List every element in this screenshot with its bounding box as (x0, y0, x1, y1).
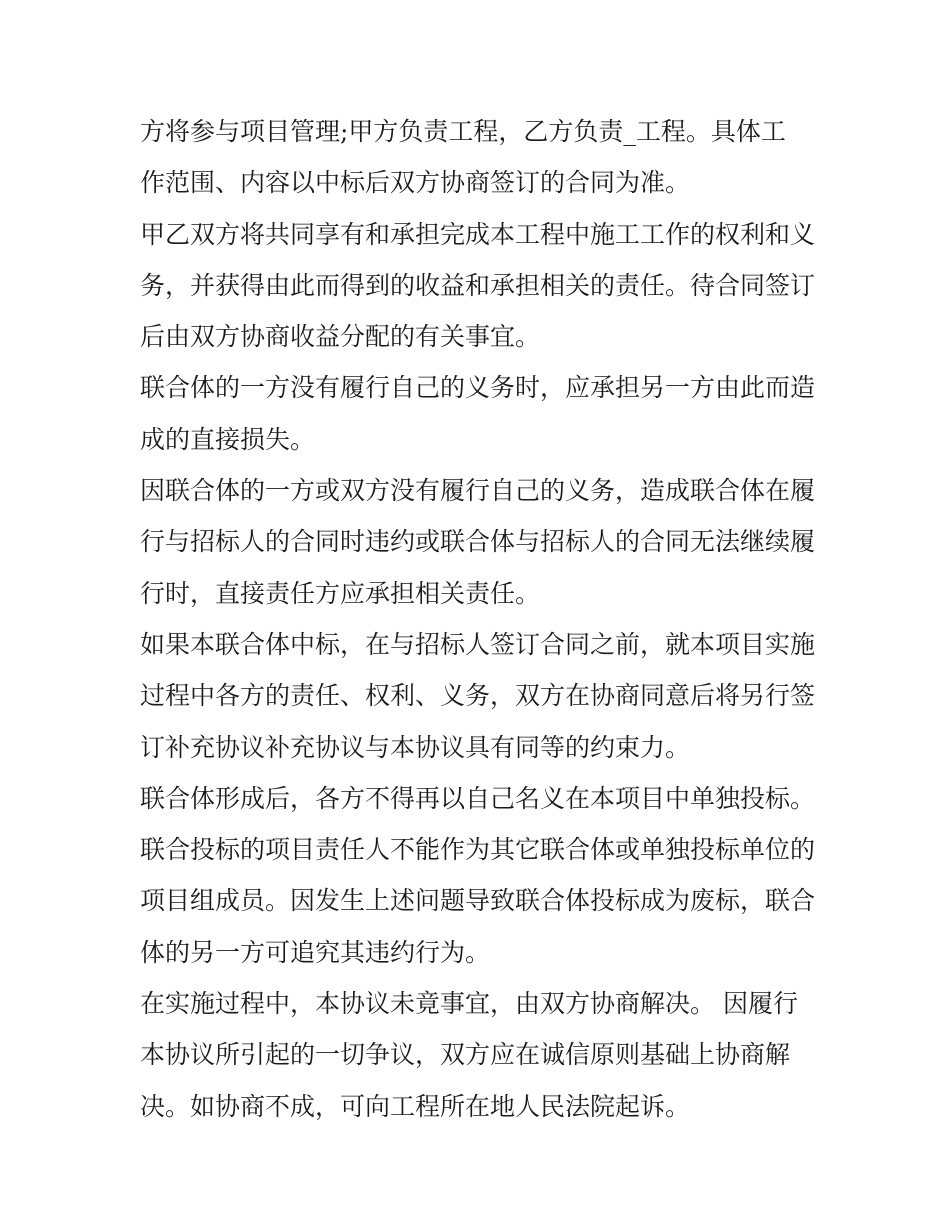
text-line: 体的另一方可追究其违约行为。 (140, 937, 491, 967)
document-body (140, 106, 820, 1132)
text-line: 订补充协议补充协议与本协议具有同等的约束力。 (140, 732, 691, 762)
text-line: 过程中各方的责任、权利、义务，双方在协商同意后将另行签 (140, 681, 816, 711)
text-line: 如果本联合体中标，在与招标人签订合同之前，就本项目实施 (140, 629, 816, 659)
text-line: 联合投标的项目责任人不能作为其它联合体或单独投标单位的 (140, 835, 816, 865)
text-line: 务，并获得由此而得到的收益和承担相关的责任。待合同签订 (140, 270, 816, 300)
text-line: 行时，直接责任方应承担相关责任。 (140, 578, 541, 608)
text-line: 联合体形成后，各方不得再以自己名义在本项目中单独投标。 (140, 783, 816, 813)
text-line: 后由双方协商收益分配的有关事宜。 (140, 322, 541, 352)
text-line: 决。如协商不成，可向工程所在地人民法院起诉。 (140, 1091, 691, 1121)
text-line: 因联合体的一方或双方没有履行自己的义务，造成联合体在履 (140, 476, 816, 506)
text-line: 甲乙双方将共同享有和承担完成本工程中施工工作的权利和义 (140, 219, 816, 249)
text-line: 联合体的一方没有履行自己的义务时，应承担另一方由此而造 (140, 373, 816, 403)
text-line: 成的直接损失。 (140, 424, 316, 454)
text-line: 行与招标人的合同时违约或联合体与招标人的合同无法继续履 (140, 527, 816, 557)
text-line: 方将参与项目管理;甲方负责工程，乙方负责_工程。具体工 (140, 117, 786, 146)
text-line: 在实施过程中，本协议未竟事宜，由双方协商解决。 因履行 (140, 989, 798, 1019)
text-line: 项目组成员。因发生上述问题导致联合体投标成为废标，联合 (140, 886, 816, 916)
text-line: 本协议所引起的一切争议，双方应在诚信原则基础上协商解 (140, 1040, 791, 1070)
text-line: 作范围、内容以中标后双方协商签订的合同为准。 (140, 168, 691, 198)
